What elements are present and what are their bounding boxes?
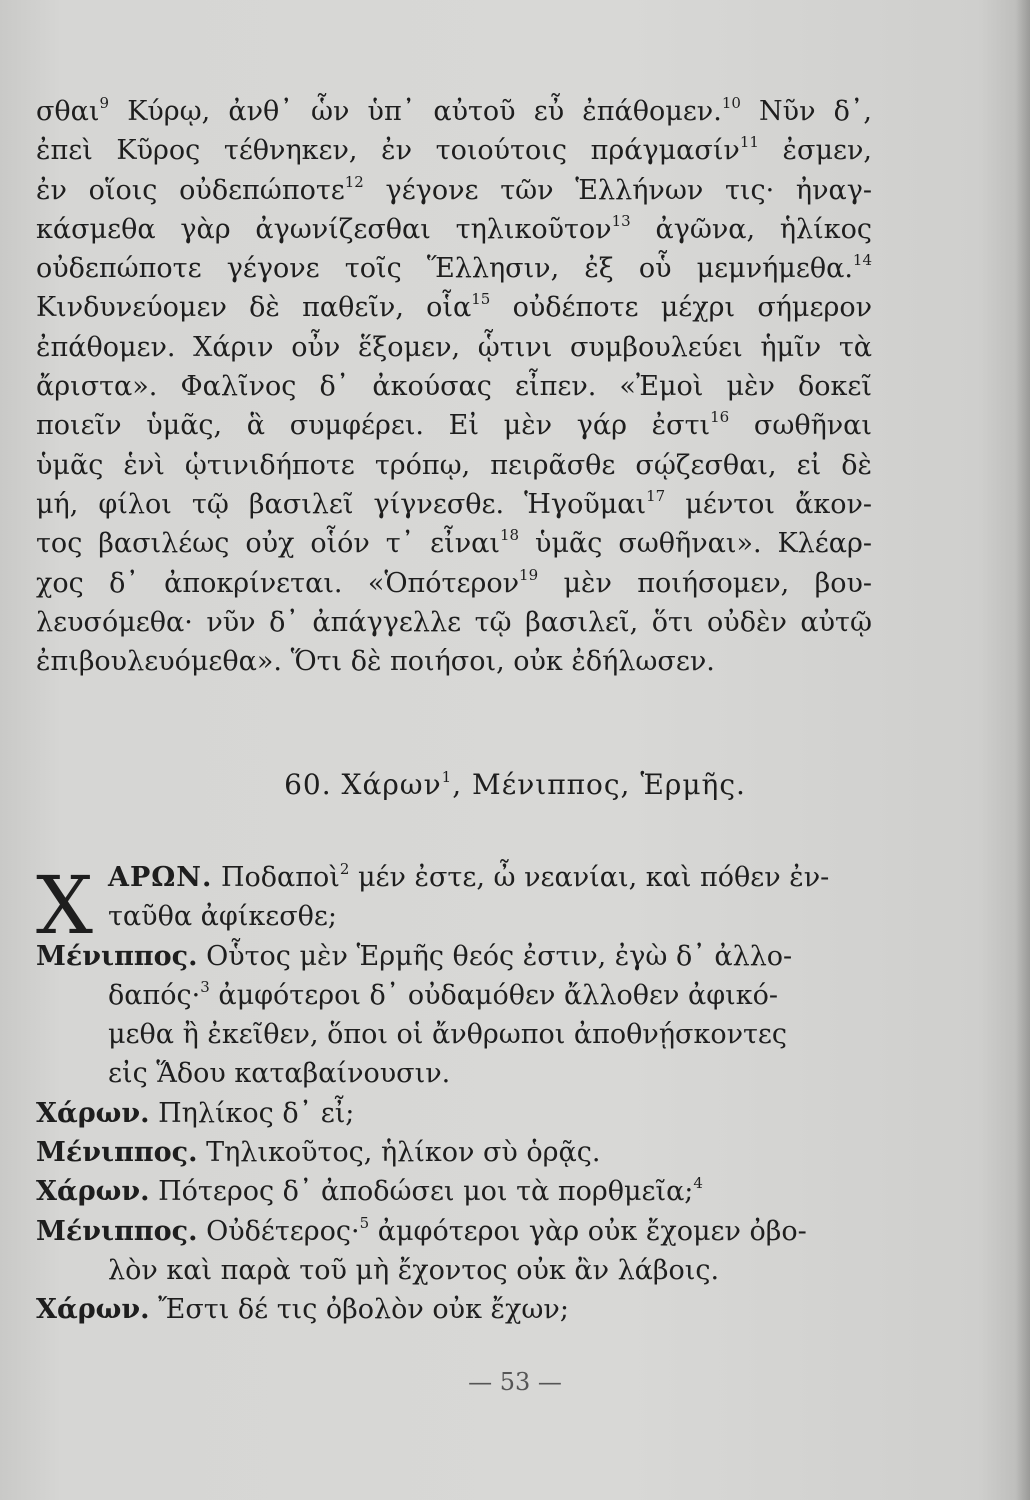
speaker-name: Χάρων.: [36, 1097, 150, 1129]
speaker-name: Μένιππος.: [36, 1215, 198, 1247]
prose-line: σθαι$^9$ Κύρῳ, ἀνθ᾽ ὧν ὑπ᾽ αὐτοῦ εὖ ἐπάθομεν.$^{10}$ Νῦν δ᾽,: [36, 94, 872, 127]
prose-line: ἐπάθομεν. Χάριν οὖν ἕξομεν, ᾧτινι συμβουλεύει ἡμῖν τὰ: [36, 331, 872, 363]
speaker-name: Μένιππος.: [36, 1137, 198, 1169]
prose-line: ἐν οἵοις οὐδεπώποτε$^{12}$ γέγονε τῶν Ἑλλήνων τις· ἠναγ-: [36, 172, 872, 206]
drop-cap: Χ: [36, 859, 93, 952]
dialogue-line: [36, 1290, 872, 1329]
prose-line: λευσόμεθα· νῦν δ᾽ ἀπάγγελλε τῷ βασιλεῖ, ὅτι οὐδὲν αὐτῷ: [36, 606, 872, 638]
page-edge: [1016, 0, 1030, 1500]
dialogue-line: [36, 1133, 872, 1172]
dialogue-text: Τηλικοῦτος, ἡλίκον σὺ ὁρᾷς.: [197, 1137, 601, 1169]
prose-line: μή, φίλοι τῷ βασιλεῖ γίγνεσθε. Ἡγοῦμαι$^{17}$ μέντοι ἄκον-: [36, 486, 872, 520]
speaker-name: Μένιππος.: [36, 940, 198, 972]
dialogue-first-line: [36, 858, 872, 897]
prose-line: ὑμᾶς ἑνὶ ᾡτινιδήποτε τρόπῳ, πειρᾶσθε σῴζεσθαι, εἰ δὲ: [36, 449, 872, 481]
dialogue: [36, 858, 872, 1330]
prose-line: Κινδυνεύομεν δὲ παθεῖν, οἷα$^{15}$ οὐδέποτε μέχρι σήμερον: [36, 290, 873, 324]
prose-line: τος βασιλέως οὐχ οἷόν τ᾽ εἶναι$^{18}$ ὑμᾶς σωθῆναι». Κλέαρ-: [36, 526, 873, 560]
dialogue-continuation: δαπός·$^3$ ἀμφότεροι δ᾽ οὐδαμόθεν ἄλλοθεν ἀφικό-: [108, 977, 778, 1011]
speaker-name: ΑΡΩΝ.: [108, 862, 213, 893]
prose-line: ποιεῖν ὑμᾶς, ἃ συμφέρει. Εἰ μὲν γάρ ἐστι$^{16}$ σωθῆναι: [36, 408, 872, 442]
dialogue-line: [36, 937, 872, 976]
speaker-name: Χάρων.: [36, 1176, 150, 1208]
dialogue-text: Ἔστι δέ τις ὀβολὸν οὐκ ἔχων;: [149, 1294, 569, 1326]
prose-line: ἐπεὶ Κῦρος τέθνηκεν, ἐν τοιούτοις πράγμασίν$^{11}$ ἐσμεν,: [36, 133, 872, 167]
dialogue-line: [36, 1172, 872, 1211]
dialogue-line: [36, 1212, 872, 1251]
prose-line: ἄριστα». Φαλῖνος δ᾽ ἀκούσας εἶπεν. «Ἐμοὶ μὲν δοκεῖ: [36, 371, 872, 403]
dialogue-continuation: λὸν καὶ παρὰ τοῦ μὴ ἔχοντος οὐκ ἂν λάβοις.: [108, 1254, 720, 1286]
dialogue-text: Πότερος δ᾽ ἀποδώσει μοι τὰ πορθμεῖα;$^4$: [149, 1174, 703, 1208]
dialogue-line: [36, 1094, 872, 1133]
dialogue-text: Πηλίκος δ᾽ εἶ;: [149, 1097, 355, 1129]
dialogue-text: Ποδαποὶ$^2$ μέν ἐστε, ὦ νεανίαι, καὶ πόθεν ἐν-: [212, 860, 830, 893]
prose-line: χος δ᾽ ἀποκρίνεται. «Ὁπότερον$^{19}$ μὲν ποιήσομεν, βου-: [36, 565, 872, 599]
prose-passage: [36, 92, 872, 681]
dialogue-text: Οὗτος μὲν Ἑρμῆς θεός ἐστιν, ἐγὼ δ᾽ ἀλλο-: [197, 940, 793, 972]
prose-line: κάσμεθα γὰρ ἀγωνίζεσθαι τηλικοῦτον$^{13}$ ἀγῶνα, ἡλίκος: [36, 211, 872, 245]
page-number: — 53 —: [468, 1368, 562, 1396]
dialogue-continuation: ταῦθα ἀφίκεσθε;: [108, 901, 338, 933]
dialogue-continuation: μεθα ἢ ἐκεῖθεν, ὅποι οἱ ἄνθρωποι ἀποθνῄσκοντες: [108, 1019, 788, 1051]
speaker-name: Χάρων.: [36, 1294, 150, 1326]
prose-line: ἐπιβουλευόμεθα». Ὅτι δὲ ποιήσοι, οὐκ ἐδήλωσεν.: [36, 646, 715, 678]
prose-line: οὐδεπώποτε γέγονε τοῖς Ἕλλησιν, ἐξ οὗ μεμνήμεθα.$^{14}$: [36, 251, 872, 285]
dialogue-continuation: εἰς Ἅδου καταβαίνουσιν.: [108, 1058, 451, 1090]
section-heading: 60. Χάρων$^1$, Μένιππος, Ἑρμῆς.: [284, 768, 746, 801]
dialogue-text: Οὐδέτερος·$^5$ ἀμφότεροι γὰρ οὐκ ἔχομεν ὀβο-: [197, 1213, 807, 1247]
